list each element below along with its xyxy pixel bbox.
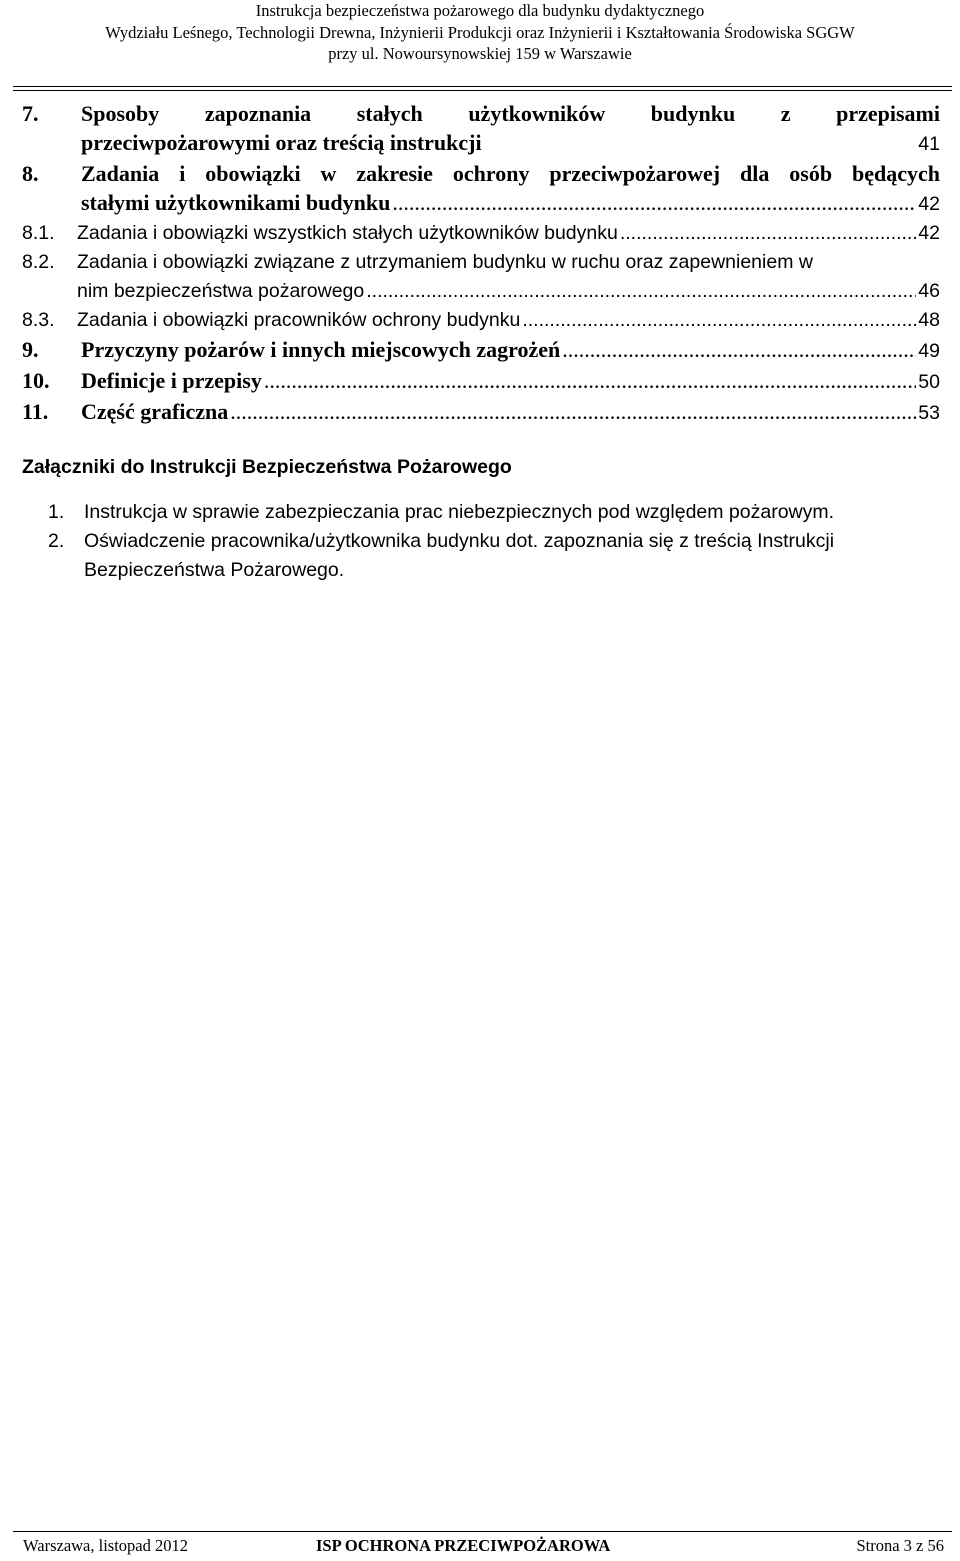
toc-leader xyxy=(230,397,916,426)
footer-document-title: ISP OCHRONA PRZECIWPOŻAROWA xyxy=(316,1536,611,1555)
toc-leader xyxy=(366,277,916,306)
toc-number: 8.2. xyxy=(22,251,55,273)
header-divider-thin xyxy=(13,90,952,91)
toc-text-cont: nim bezpieczeństwa pożarowego xyxy=(77,280,365,302)
toc-page: 48 xyxy=(918,309,940,331)
toc-entry-8[interactable] xyxy=(22,159,940,219)
attachment-text-cont: Bezpieczeństwa Pożarowego. xyxy=(84,559,345,581)
attachments-heading: Załączniki do Instrukcji Bezpieczeństwa Pożarowego xyxy=(22,456,512,478)
toc-text: Zadania i obowiązki pracowników ochrony budynku xyxy=(77,309,521,331)
toc-text: Zadania i obowiązki wszystkich stałych użytkowników budynku xyxy=(77,222,618,244)
toc-entry-10[interactable] xyxy=(22,366,940,397)
toc-text-cont: stałymi użytkownikami budynku xyxy=(81,190,391,215)
toc-page: 49 xyxy=(918,340,940,362)
header-title: Instrukcja bezpieczeństwa pożarowego dla budynku dydaktycznego xyxy=(255,1,705,20)
toc-page: 41 xyxy=(918,133,940,155)
table-of-contents xyxy=(22,99,940,428)
toc-text: Zadania i obowiązki w zakresie ochrony przeciwpożarowej dla osób będących xyxy=(81,161,940,186)
page-header xyxy=(0,0,960,65)
toc-page: 42 xyxy=(918,193,940,215)
toc-page: 46 xyxy=(918,280,940,302)
toc-leader xyxy=(264,366,916,395)
toc-text: Sposoby zapoznania stałych użytkowników budynku z przepisami xyxy=(81,101,940,126)
attachment-item-2[interactable] xyxy=(22,527,942,585)
toc-number: 8.1. xyxy=(22,222,55,244)
toc-number: 11. xyxy=(22,399,49,424)
header-address: przy ul. Nowoursynowskiej 159 w Warszawie xyxy=(328,44,632,63)
footer-page-number: Strona 3 z 56 xyxy=(856,1536,944,1555)
footer-divider xyxy=(13,1531,952,1532)
toc-text: Przyczyny pożarów i innych miejscowych zagrożeń xyxy=(81,337,561,362)
toc-number: 8. xyxy=(22,161,39,186)
toc-entry-8-1[interactable] xyxy=(22,219,940,248)
attachment-text: Instrukcja w sprawie zabezpieczania prac niebezpiecznych pod względem pożarowym. xyxy=(84,501,835,523)
toc-number: 8.3. xyxy=(22,309,55,331)
toc-text: Część graficzna xyxy=(81,399,229,424)
toc-entry-8-3[interactable] xyxy=(22,306,940,335)
toc-page: 50 xyxy=(918,371,940,393)
toc-number: 9. xyxy=(22,337,39,362)
toc-text-cont: przeciwpożarowymi oraz treścią instrukcji xyxy=(81,130,482,155)
toc-leader xyxy=(522,306,916,335)
attachments-list xyxy=(22,498,942,585)
footer-place-date: Warszawa, listopad 2012 xyxy=(23,1536,188,1555)
toc-number: 10. xyxy=(22,368,50,393)
toc-text: Definicje i przepisy xyxy=(81,368,262,393)
attachment-text: Oświadczenie pracownika/użytkownika budynku dot. zapoznania się z treścią Instrukcji xyxy=(84,530,835,552)
toc-leader xyxy=(562,335,916,364)
toc-page: 53 xyxy=(918,402,940,424)
toc-page: 42 xyxy=(918,222,940,244)
toc-text: Zadania i obowiązki związane z utrzymaniem budynku w ruchu oraz zapewnieniem w xyxy=(77,251,813,273)
toc-entry-8-2[interactable] xyxy=(22,248,940,306)
toc-entry-7[interactable] xyxy=(22,99,940,159)
attachment-number: 2. xyxy=(48,530,65,552)
attachment-item-1[interactable] xyxy=(22,498,942,527)
toc-entry-11[interactable] xyxy=(22,397,940,428)
toc-number: 7. xyxy=(22,101,39,126)
toc-entry-9[interactable] xyxy=(22,335,940,366)
header-divider xyxy=(13,86,952,87)
toc-leader xyxy=(620,219,916,248)
attachment-number: 1. xyxy=(48,501,65,523)
toc-leader xyxy=(392,188,916,217)
header-faculty: Wydziału Leśnego, Technologii Drewna, Inżynierii Produkcji oraz Inżynierii i Kształtowania Środowiska SGGW xyxy=(105,22,855,42)
